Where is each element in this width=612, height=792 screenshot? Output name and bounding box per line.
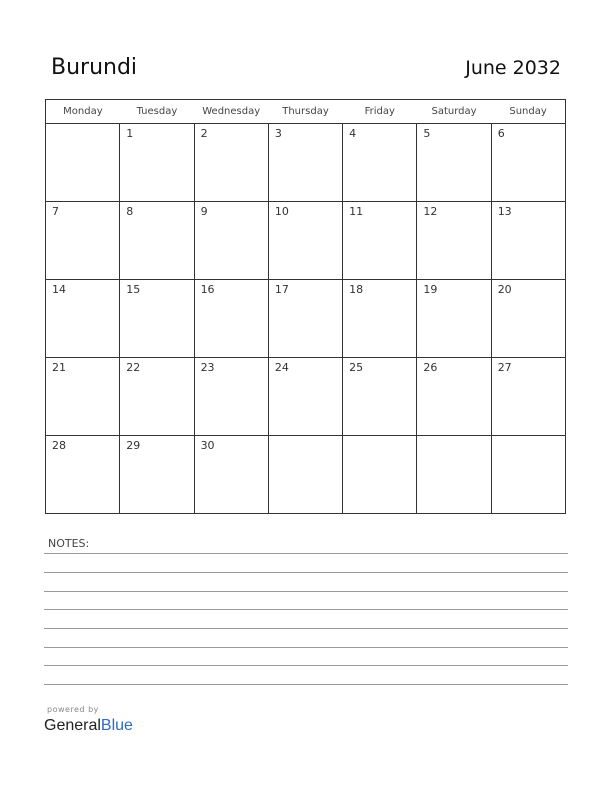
weekday-sunday: Sunday bbox=[491, 100, 565, 124]
note-line bbox=[44, 572, 568, 573]
logo-blue-text: Blue bbox=[100, 717, 133, 734]
day-cell: 9 bbox=[194, 202, 268, 280]
day-cell: 3 bbox=[268, 124, 342, 202]
notes-label: NOTES: bbox=[48, 537, 90, 550]
calendar-grid bbox=[45, 99, 566, 514]
day-cell: 7 bbox=[46, 202, 120, 280]
weekday-monday: Monday bbox=[46, 100, 120, 124]
day-cell bbox=[268, 436, 342, 514]
note-line bbox=[44, 591, 568, 592]
calendar-month-title: June 2032 bbox=[465, 57, 561, 79]
day-cell: 30 bbox=[194, 436, 268, 514]
week-row bbox=[46, 202, 566, 280]
day-cell: 16 bbox=[194, 280, 268, 358]
weekday-header-row bbox=[46, 100, 566, 124]
day-cell: 27 bbox=[491, 358, 565, 436]
day-cell: 17 bbox=[268, 280, 342, 358]
note-line bbox=[44, 665, 568, 666]
weekday-friday: Friday bbox=[343, 100, 417, 124]
day-cell: 13 bbox=[491, 202, 565, 280]
logo-general-text: General bbox=[44, 717, 101, 734]
day-cell: 18 bbox=[343, 280, 417, 358]
day-cell: 5 bbox=[417, 124, 491, 202]
day-cell: 23 bbox=[194, 358, 268, 436]
note-line bbox=[44, 553, 568, 554]
day-cell: 1 bbox=[120, 124, 194, 202]
day-cell: 29 bbox=[120, 436, 194, 514]
day-cell: 12 bbox=[417, 202, 491, 280]
day-cell: 28 bbox=[46, 436, 120, 514]
day-cell: 8 bbox=[120, 202, 194, 280]
note-line bbox=[44, 647, 568, 648]
week-row bbox=[46, 358, 566, 436]
weekday-saturday: Saturday bbox=[417, 100, 491, 124]
day-cell: 22 bbox=[120, 358, 194, 436]
weekday-tuesday: Tuesday bbox=[120, 100, 194, 124]
powered-by-text: powered by bbox=[47, 705, 99, 714]
week-row bbox=[46, 280, 566, 358]
day-cell: 26 bbox=[417, 358, 491, 436]
day-cell: 24 bbox=[268, 358, 342, 436]
day-cell: 21 bbox=[46, 358, 120, 436]
day-cell: 14 bbox=[46, 280, 120, 358]
note-line bbox=[44, 684, 568, 685]
day-cell bbox=[491, 436, 565, 514]
day-cell: 20 bbox=[491, 280, 565, 358]
generalblue-logo bbox=[44, 717, 133, 735]
day-cell: 6 bbox=[491, 124, 565, 202]
day-cell bbox=[343, 436, 417, 514]
day-cell: 2 bbox=[194, 124, 268, 202]
week-row bbox=[46, 436, 566, 514]
day-cell: 25 bbox=[343, 358, 417, 436]
day-cell: 19 bbox=[417, 280, 491, 358]
week-row bbox=[46, 124, 566, 202]
day-cell: 4 bbox=[343, 124, 417, 202]
calendar-country-title: Burundi bbox=[51, 55, 138, 80]
note-line bbox=[44, 609, 568, 610]
day-cell: 15 bbox=[120, 280, 194, 358]
weekday-wednesday: Wednesday bbox=[194, 100, 268, 124]
note-line bbox=[44, 628, 568, 629]
day-cell: 11 bbox=[343, 202, 417, 280]
weekday-thursday: Thursday bbox=[268, 100, 342, 124]
day-cell bbox=[417, 436, 491, 514]
day-cell bbox=[46, 124, 120, 202]
day-cell: 10 bbox=[268, 202, 342, 280]
